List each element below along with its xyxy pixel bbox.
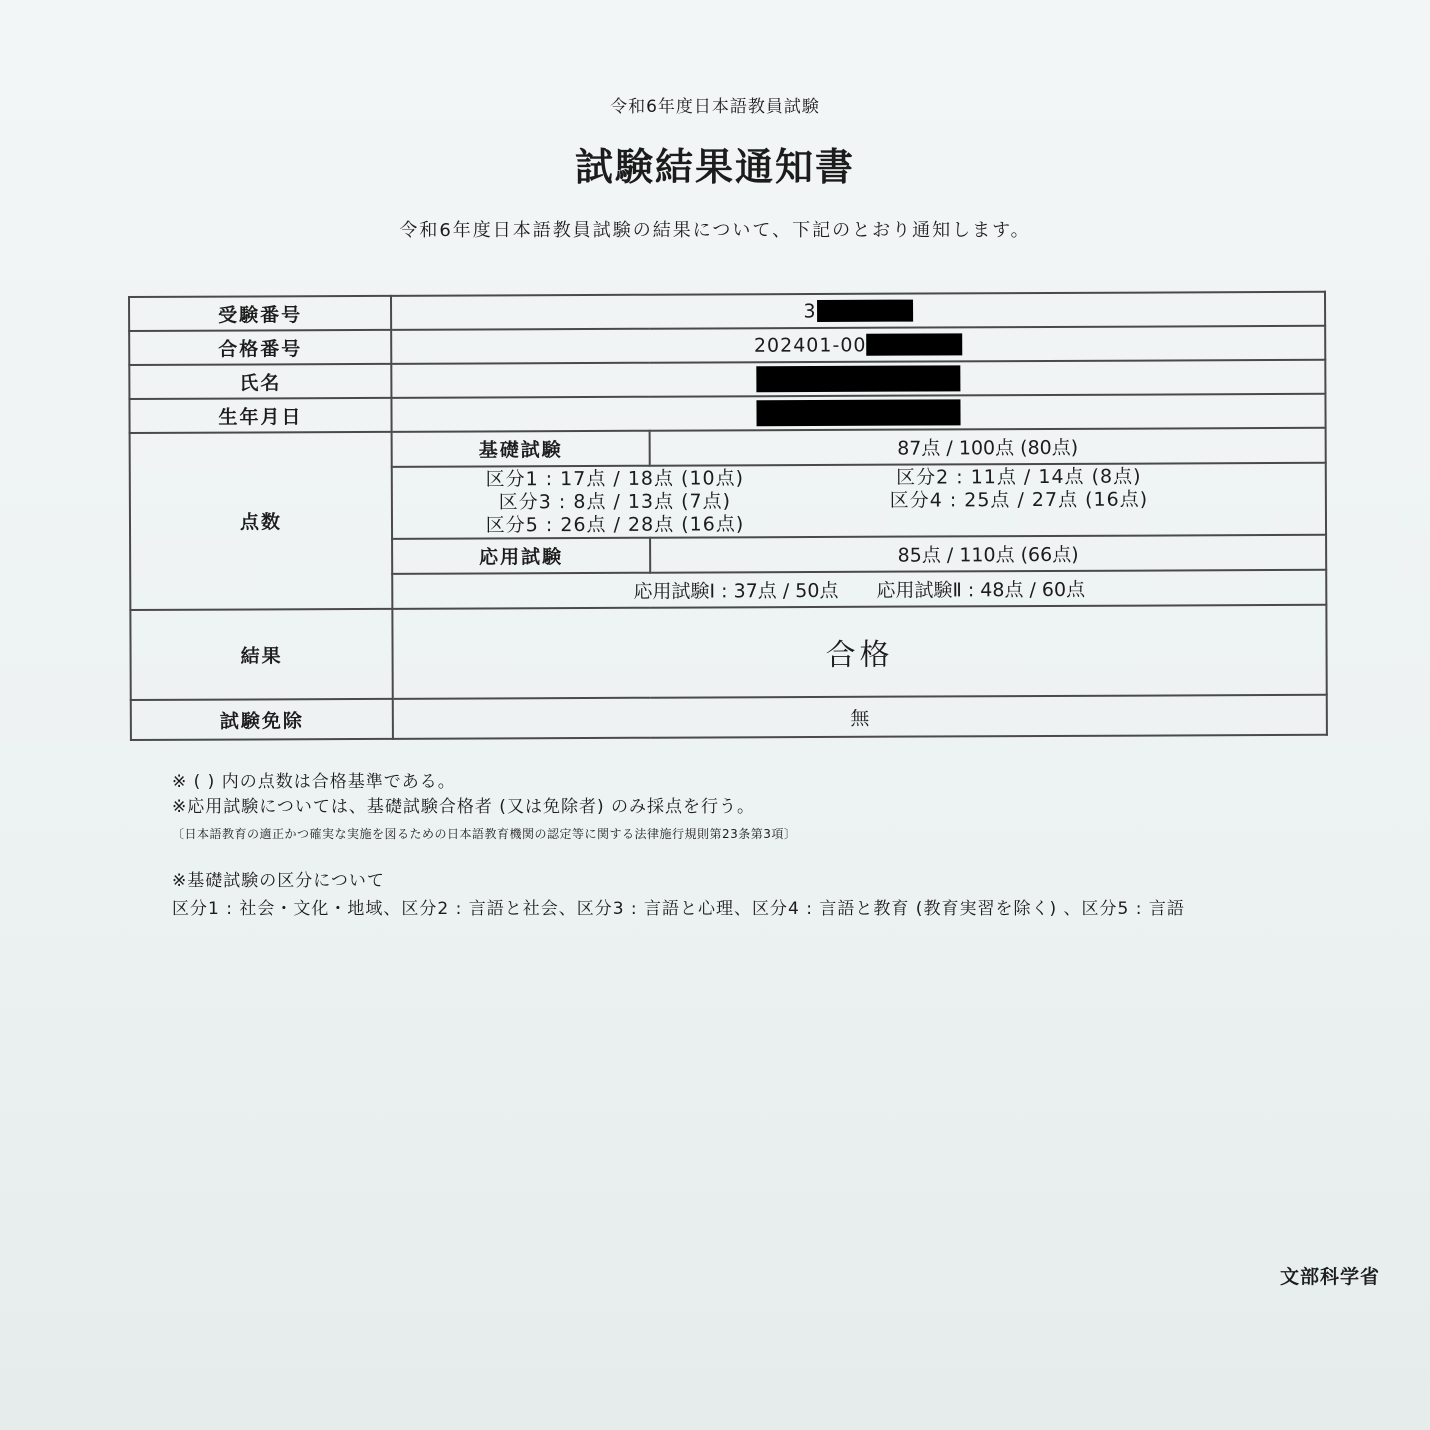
spacer <box>172 847 1282 869</box>
results-table <box>128 291 1328 741</box>
exemption-value: 無 <box>393 695 1327 739</box>
examinee-number-value <box>391 292 1325 330</box>
applied-exam-total: 85点 / 110点 (66点) <box>650 535 1326 573</box>
result-value: 合格 <box>825 637 894 673</box>
redaction-bar <box>756 399 960 426</box>
examinee-number-label: 受験番号 <box>129 296 391 331</box>
redaction-bar <box>866 334 962 356</box>
table-row <box>129 360 1325 399</box>
result-label: 結果 <box>130 609 392 700</box>
table-row <box>131 695 1327 740</box>
birthdate-label: 生年月日 <box>129 398 391 433</box>
pass-number-prefix: 202401-00 <box>753 334 867 357</box>
pass-number-label: 合格番号 <box>129 330 391 365</box>
exam-name-heading: 令和6年度日本語教員試験 <box>610 97 820 117</box>
applied-exam-detail: 応用試験Ⅰ : 37点 / 50点 応用試験Ⅱ : 48点 / 60点 <box>392 570 1326 609</box>
issuer-name: 文部科学省 <box>1279 1266 1380 1288</box>
intro-statement: 令和6年度日本語教員試験の結果について、下記のとおり通知します。 <box>399 220 1031 241</box>
table-row <box>129 326 1325 365</box>
note-applied-scoring: ※応用試験については、基礎試験合格者 (又は免除者) のみ採点を行う。 <box>172 797 755 817</box>
table-row <box>130 428 1326 468</box>
applied-exam-label: 応用試験 <box>392 538 650 574</box>
notes-section <box>172 770 1282 924</box>
section-2-score: 区分2 : 11点 / 14点 (8点) <box>896 465 1142 489</box>
section-4-score: 区分4 : 25点 / 27点 (16点) <box>889 488 1149 512</box>
name-value <box>391 360 1325 398</box>
basic-exam-total: 87点 / 100点 (80点) <box>650 428 1326 466</box>
note-passing-criteria: ※ ( ) 内の点数は合格基準である。 <box>172 772 456 792</box>
section-3-score: 区分3 : 8点 / 13点 (7点) <box>498 489 732 513</box>
redaction-bar <box>817 300 913 322</box>
note-sections-heading: ※基礎試験の区分について <box>172 871 385 891</box>
table-row <box>129 394 1325 433</box>
birthdate-value <box>391 394 1325 432</box>
table-row <box>130 605 1326 700</box>
section-5-score: 区分5 : 26点 / 28点 (16点) <box>485 512 745 536</box>
exemption-label: 試験免除 <box>131 699 393 740</box>
document-title: 試験結果通知書 <box>574 145 855 189</box>
basic-section-scores <box>392 463 1326 539</box>
pass-number-value <box>391 326 1325 364</box>
redaction-bar <box>756 365 960 392</box>
note-sections-body: 区分1 : 社会・文化・地域、区分2 : 言語と社会、区分3 : 言語と心理、区分4 : 言語と教育 (教育実習を除く) 、区分5 : 言語 <box>172 899 1185 919</box>
note-legal-reference: 〔日本語教育の適正かつ確実な実施を図るための日本語教育機関の認定等に関する法律施行規則第23条第3項〕 <box>172 827 797 841</box>
table-row <box>129 292 1325 331</box>
name-label: 氏名 <box>129 364 391 399</box>
examinee-number-prefix: 3 <box>803 300 817 323</box>
section-1-score: 区分1 : 17点 / 18点 (10点) <box>485 466 745 490</box>
basic-exam-label: 基礎試験 <box>392 431 650 467</box>
score-label: 点数 <box>130 432 393 610</box>
result-cell <box>392 605 1326 699</box>
